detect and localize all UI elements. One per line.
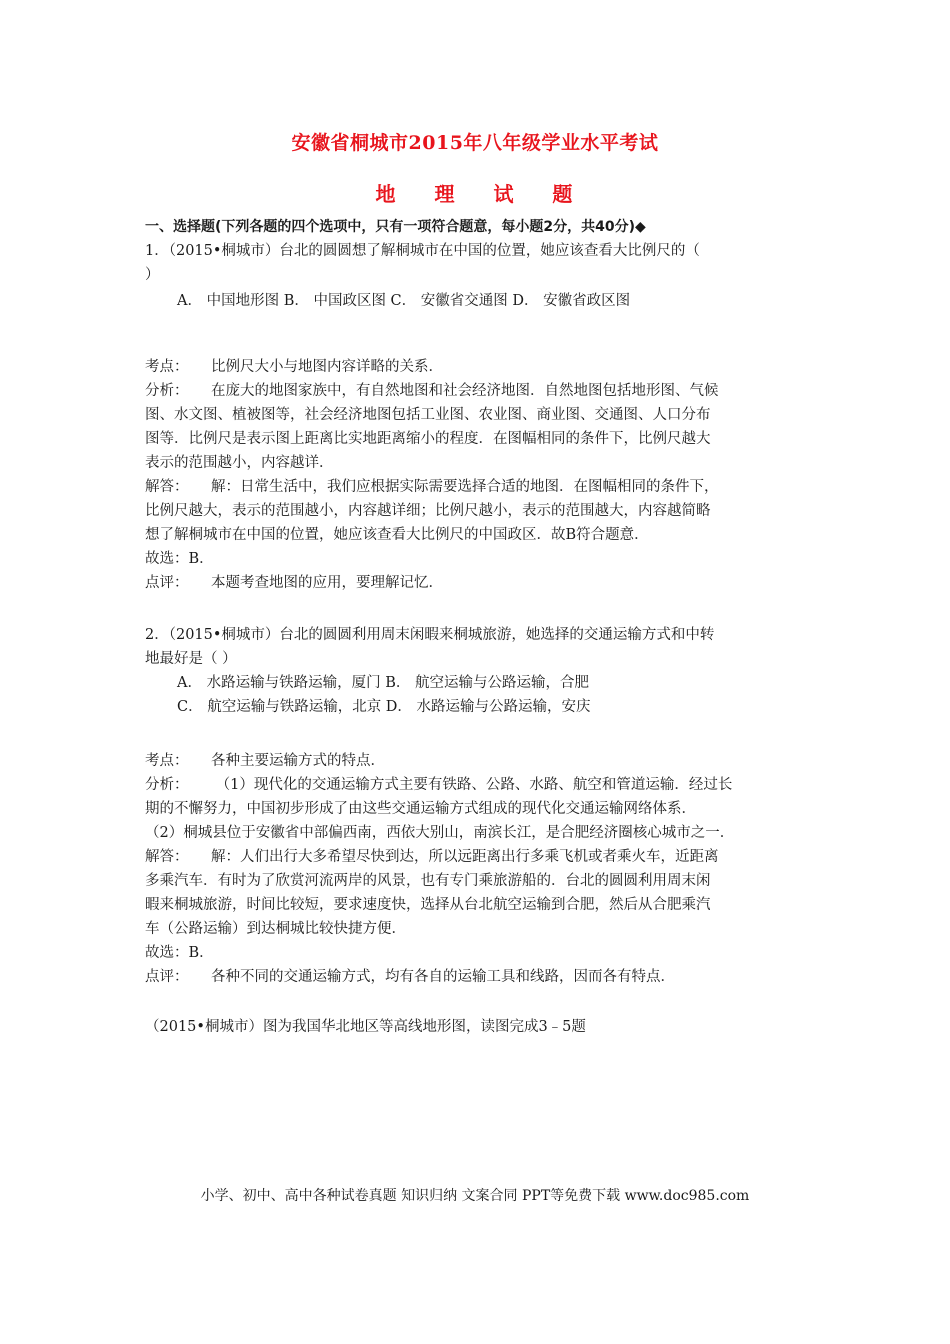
- q2-kaodian: 各种主要运输方式的特点．: [211, 753, 385, 769]
- q2-jieda-row: [145, 845, 815, 869]
- q1-fenxi-line2: 图、水文图、植被图等，社会经济地图包括工业图、农业图、商业图、交通图、人口分布: [145, 407, 711, 423]
- q2-stem-line1: 2．（2015•桐城市）台北的圆圆利用周末闲暇来桐城旅游，她选择的交通运输方式和中转: [145, 627, 715, 643]
- q1-options: A． 中国地形图 B． 中国政区图 C． 安徽省交通图 D． 安徽省政区图: [177, 293, 631, 309]
- q1-stem-line2: ）: [145, 267, 160, 283]
- q1-dianping-label: 点评：: [145, 575, 189, 591]
- q2-jieda-label: 解答：: [145, 849, 189, 865]
- q2-stem-line2: 地最好是（ ）: [145, 651, 237, 667]
- section-heading: 一、选择题(下列各题的四个选项中，只有一项符合题意，每小题2分，共40分)◆: [145, 219, 646, 235]
- q2-dianping: 各种不同的交通运输方式，均有各自的运输工具和线路，因而各有特点．: [211, 969, 675, 985]
- q3-intro: （2015•桐城市）图为我国华北地区等高线地形图，读图完成3﹣5题: [145, 1019, 586, 1035]
- exam-content: [145, 215, 815, 1039]
- q1-fenxi-row: [145, 379, 815, 403]
- q1-kaodian: 比例尺大小与地图内容详略的关系．: [211, 359, 443, 375]
- q2-answer: 故选：B．: [145, 945, 214, 961]
- q2-fenxi-line2: 期的不懈努力，中国初步形成了由这些交通运输方式组成的现代化交通运输网络体系．: [145, 801, 696, 817]
- q1-kaodian-row: [145, 355, 815, 379]
- q2-dianping-row: [145, 965, 815, 989]
- q1-dianping-row: [145, 571, 815, 595]
- q1-kaodian-label: 考点：: [145, 359, 189, 375]
- q2-jieda-line4: 车（公路运输）到达桐城比较快捷方便．: [145, 921, 406, 937]
- q1-jieda-line1: 解：日常生活中，我们应根据实际需要选择合适的地图．在图幅相同的条件下，: [211, 479, 719, 495]
- q1-fenxi-label: 分析：: [145, 383, 189, 399]
- q2-kaodian-row: [145, 749, 815, 773]
- exam-title: 安徽省桐城市2015年八年级学业水平考试: [291, 132, 659, 154]
- q2-dianping-label: 点评：: [145, 969, 189, 985]
- q1-fenxi-line4: 表示的范围越小，内容越详．: [145, 455, 334, 471]
- q2-fenxi-row: [145, 773, 815, 797]
- exam-subtitle: 地 理 试 题: [375, 182, 589, 206]
- q2-fenxi-line3: （2）桐城县位于安徽省中部偏西南，西依大别山，南滨长江，是合肥经济圈核心城市之一．: [145, 825, 735, 841]
- q2-fenxi-label: 分析：: [145, 777, 189, 793]
- q1-jieda-line2: 比例尺越大，表示的范围越小，内容越详细；比例尺越小，表示的范围越大，内容越简略: [145, 503, 711, 519]
- q1-jieda-line3: 想了解桐城市在中国的位置，她应该查看大比例尺的中国政区．故B符合题意．: [145, 527, 649, 543]
- q2-options-line1: A． 水路运输与铁路运输，厦门 B． 航空运输与公路运输，合肥: [177, 675, 589, 691]
- q1-jieda-label: 解答：: [145, 479, 189, 495]
- q2-fenxi-line1: （1）现代化的交通运输方式主要有铁路、公路、水路、航空和管道运输．经过长: [211, 777, 733, 793]
- q2-jieda-line1: 解：人们出行大多希望尽快到达，所以远距离出行多乘飞机或者乘火车，近距离: [211, 849, 719, 865]
- q2-options-line2: C． 航空运输与铁路运输，北京 D． 水路运输与公路运输，安庆: [177, 699, 591, 715]
- q1-fenxi-line1: 在庞大的地图家族中，有自然地图和社会经济地图．自然地图包括地形图、气候: [211, 383, 719, 399]
- q1-fenxi-line3: 图等．比例尺是表示图上距离比实地距离缩小的程度．在图幅相同的条件下，比例尺越大: [145, 431, 711, 447]
- q2-jieda-line2: 多乘汽车．有时为了欣赏河流两岸的风景，也有专门乘旅游船的．台北的圆圆利用周末闲: [145, 873, 711, 889]
- q1-stem-line1: 1．（2015•桐城市）台北的圆圆想了解桐城市在中国的位置，她应该查看大比例尺的（: [145, 243, 700, 259]
- q1-jieda-row: [145, 475, 815, 499]
- page-footer: 小学、初中、高中各种试卷真题 知识归纳 文案合同 PPT等免费下载 www.doc985.com: [200, 1188, 750, 1204]
- q1-dianping: 本题考查地图的应用，要理解记忆．: [211, 575, 443, 591]
- q1-answer: 故选：B．: [145, 551, 214, 567]
- q2-jieda-line3: 暇来桐城旅游，时间比较短，要求速度快，选择从台北航空运输到合肥，然后从合肥乘汽: [145, 897, 711, 913]
- q2-kaodian-label: 考点：: [145, 753, 189, 769]
